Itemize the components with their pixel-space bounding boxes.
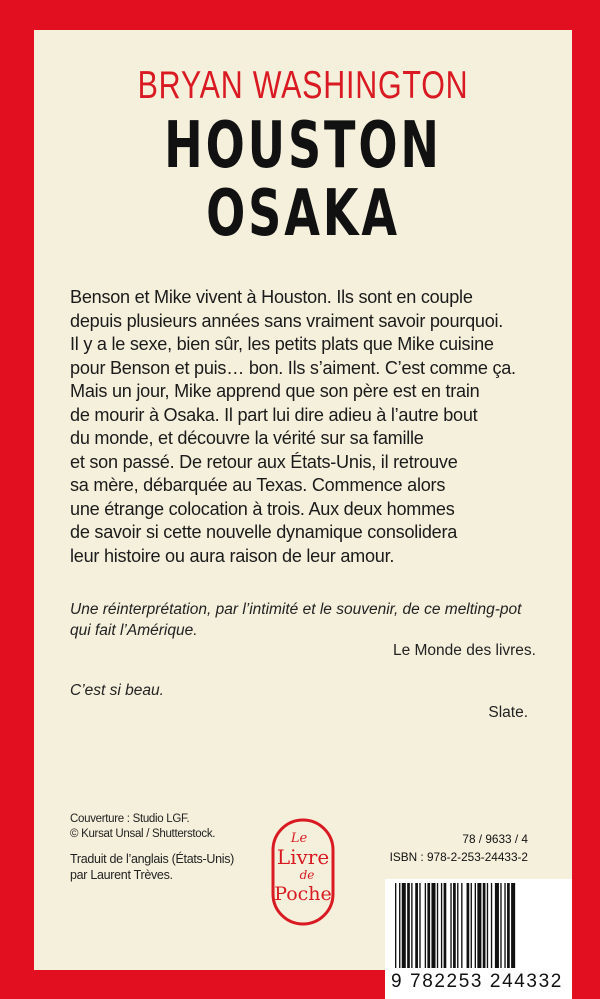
blurb-line: de mourir à Osaka. Il part lui dire adieu à l’autre bout <box>70 404 478 425</box>
barcode-bar <box>395 883 396 968</box>
blurb-line: Il y a le sexe, bien sûr, les petits plats que Mike cuisine <box>70 334 494 354</box>
barcode-digits: 9 782253 244332 <box>391 971 563 992</box>
blurb-line: une étrange colocation à trois. Aux deux hommes <box>70 498 455 519</box>
barcode-bar <box>437 883 438 968</box>
cover-credit-line: © Kursat Unsal / Shutterstock. <box>70 827 216 840</box>
blurb-line: Benson et Mike vivent à Houston. Ils sont en couple <box>70 287 473 307</box>
barcode-bar <box>487 883 488 968</box>
barcode <box>385 879 572 999</box>
barcode-bar <box>425 883 426 968</box>
barcode-bar <box>431 883 435 968</box>
barcode-bar <box>427 883 430 968</box>
logo-le: Le <box>290 831 308 846</box>
barcode-bar <box>491 883 492 968</box>
le-livre-de-poche-logo <box>271 818 335 926</box>
barcode-bar <box>500 883 501 968</box>
blurb-line: leur histoire ou aura raison de leur amour. <box>70 545 395 566</box>
barcode-bars <box>395 883 563 968</box>
quote-line: Une réinterprétation, par l’intimité et le souvenir, de ce melting-pot <box>70 601 522 618</box>
quote-2 <box>70 680 164 701</box>
logo-de: de <box>299 868 315 882</box>
translation-credits <box>70 852 234 883</box>
title-line-1: HOUSTON <box>164 109 442 183</box>
barcode-bar <box>444 883 447 968</box>
barcode-bar <box>402 883 406 968</box>
blurb-line: Mais un jour, Mike apprend que son père est en train <box>70 381 480 401</box>
blurb <box>70 286 540 568</box>
quote-2-source: Slate. <box>488 704 528 721</box>
blurb-line: sa mère, débarquée au Texas. Commence alors <box>70 475 446 495</box>
blurb-line: et son passé. De retour aux États-Unis, il retrouve <box>70 451 458 472</box>
barcode-bar <box>399 883 400 968</box>
barcode-bar <box>504 883 505 968</box>
barcode-bar <box>461 883 462 968</box>
cover-credits <box>70 812 215 841</box>
logo-poche: Poche <box>274 883 332 905</box>
barcode-bar <box>467 883 470 968</box>
barcode-bar <box>495 883 499 968</box>
barcode-bar <box>471 883 472 968</box>
blurb-line: pour Benson et puis… bon. Ils s’aiment. C’est comme ça. <box>70 357 516 378</box>
cover-credit-line: Couverture : Studio LGF. <box>70 813 190 825</box>
title-line-2: OSAKA <box>206 177 400 251</box>
logo-livre: Livre <box>276 845 330 869</box>
quote-1-source: Le Monde des livres. <box>392 642 536 659</box>
barcode-bar <box>477 883 481 968</box>
quote-line: C’est si beau. <box>70 682 164 699</box>
barcode-bar <box>483 883 486 968</box>
barcode-bar <box>441 883 442 968</box>
barcode-bar <box>450 883 451 968</box>
blurb-line: de savoir si cette nouvelle dynamique consolidera <box>70 522 458 542</box>
translation-line: Traduit de l’anglais (États-Unis) <box>70 852 235 866</box>
barcode-bar <box>415 883 418 968</box>
isbn: ISBN : 978-2-253-24433-2 <box>389 850 528 864</box>
quote-line: qui fait l’Amérique. <box>70 622 198 639</box>
barcode-bar <box>419 883 420 968</box>
translation-line: par Laurent Trèves. <box>70 867 173 882</box>
barcode-bar <box>453 883 456 968</box>
barcode-bar <box>411 883 412 968</box>
blurb-line: du monde, et découvre la vérité sur sa famille <box>70 428 424 448</box>
barcode-bar <box>457 883 458 968</box>
barcode-bar <box>407 883 410 968</box>
barcode-bar <box>475 883 476 968</box>
author-name: BRYAN WASHINGTON <box>137 64 469 107</box>
cream-panel <box>34 30 572 992</box>
catalog-number: 78 / 9633 / 4 <box>462 832 528 846</box>
barcode-bar <box>507 883 510 968</box>
blurb-line: depuis plusieurs années sans vraiment savoir pourquoi. <box>70 310 504 331</box>
quote-1 <box>70 599 521 641</box>
barcode-bar <box>511 883 515 968</box>
